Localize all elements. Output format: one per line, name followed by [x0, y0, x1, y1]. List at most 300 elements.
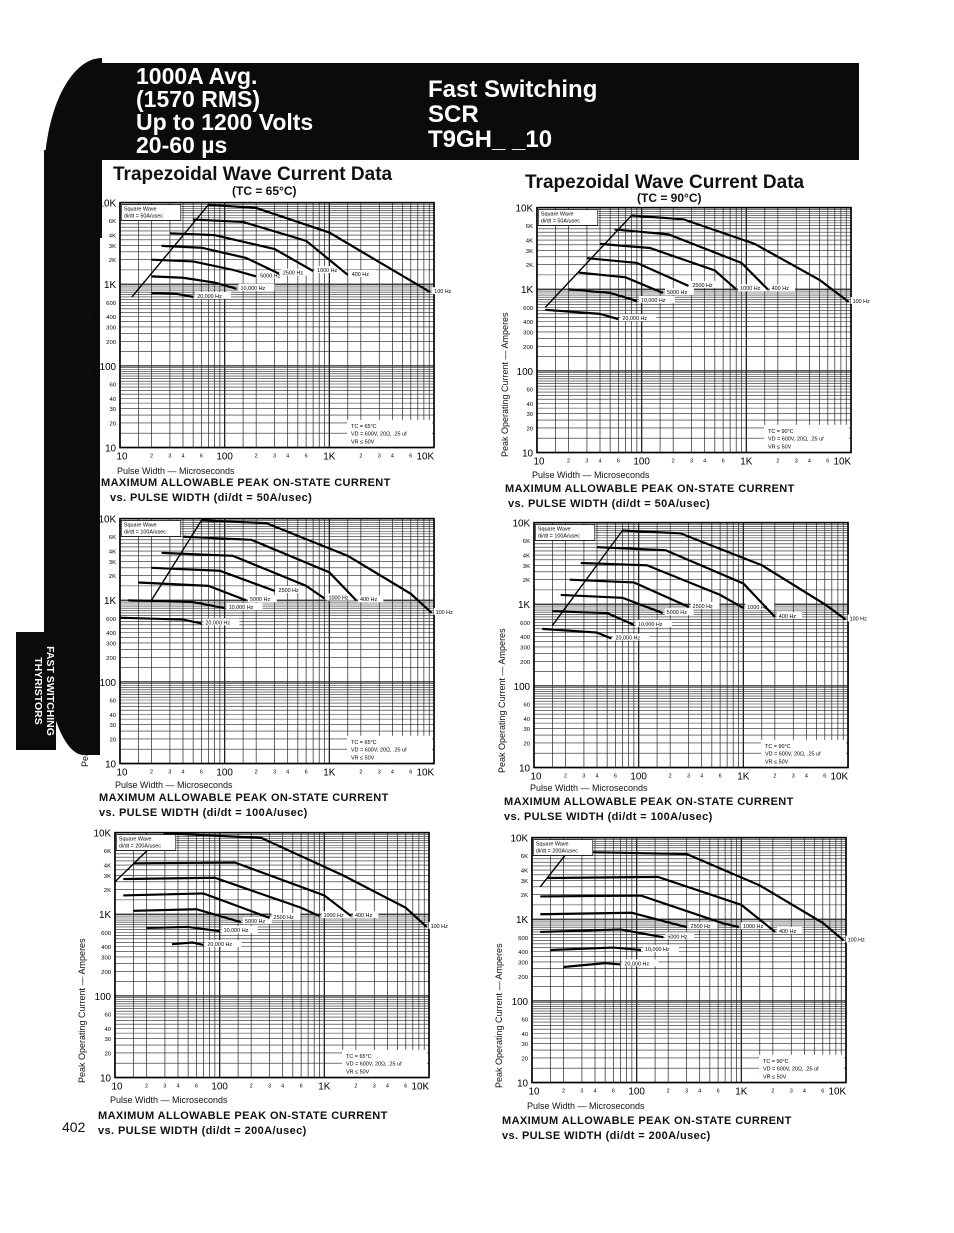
y-tick-minor: 40	[521, 1031, 529, 1038]
series-label: 10,000 Hz	[223, 928, 249, 935]
series-label: 10,000 Hz	[640, 297, 666, 304]
legend-text: di/dt = 200A/usec	[535, 848, 578, 855]
series-curve	[552, 611, 633, 625]
y-tick-minor: 30	[104, 1037, 112, 1044]
y-tick-minor: 6K	[522, 539, 531, 546]
conditions-box	[342, 1050, 427, 1077]
series-curve	[170, 233, 313, 271]
conditions-text: TC = 65°C	[351, 423, 377, 430]
y-tick-minor: 300	[101, 955, 112, 962]
x-tick-minor: 6	[613, 773, 617, 780]
series-label: 1000 Hz	[323, 913, 344, 920]
series-label: 2500 Hz	[690, 924, 711, 931]
y-tick-minor: 200	[101, 969, 112, 976]
x-tick-minor: 2	[149, 769, 153, 776]
legend-text: di/dt = 100A/usec	[123, 529, 166, 536]
series-label: 100 Hz	[435, 609, 453, 616]
x-tick-minor: 3	[273, 769, 277, 776]
series-label: 20,000 Hz	[615, 635, 641, 642]
y-tick-minor: 600	[106, 300, 117, 307]
x-tick-minor: 3	[168, 453, 172, 460]
conditions-box	[764, 425, 849, 452]
caption-title: MAXIMUM ALLOWABLE PEAK ON-STATE CURRENT	[505, 483, 795, 495]
x-tick-minor: 4	[593, 1088, 597, 1095]
series-label: 100 Hz	[849, 616, 867, 623]
y-tick-major: 10K	[93, 828, 112, 840]
y-tick-minor: 300	[106, 641, 117, 648]
y-tick-major: 100	[99, 361, 117, 373]
series-label: 20,000 Hz	[205, 620, 231, 627]
y-tick-major: 10K	[515, 203, 534, 215]
x-axis-label-90-200: Pulse Width — Microseconds	[527, 1101, 645, 1111]
caption-65-50	[101, 476, 391, 506]
x-tick-major: 10	[116, 767, 128, 779]
series-label: 20,000 Hz	[622, 316, 648, 323]
grid	[120, 203, 434, 448]
x-tick-minor: 2	[359, 769, 363, 776]
grid	[534, 523, 848, 768]
caption-subtitle: vs. PULSE WIDTH (di/dt = 100A/usec)	[99, 807, 308, 819]
y-tick-minor: 200	[520, 659, 531, 666]
y-tick-minor: 40	[526, 401, 534, 408]
legend-text: Square Wave	[540, 211, 574, 218]
y-tick-minor: 200	[106, 339, 117, 346]
x-tick-minor: 2	[254, 453, 258, 460]
y-tick-minor: 60	[104, 1012, 112, 1019]
y-tick-minor: 4K	[103, 863, 112, 870]
series-curve	[172, 943, 204, 945]
y-tick-minor: 4K	[525, 238, 534, 245]
x-tick-major: 1K	[318, 1081, 331, 1093]
series-label: 5000 Hz	[249, 597, 271, 604]
y-tick-minor: 30	[109, 723, 117, 730]
y-tick-minor: 6K	[520, 854, 529, 861]
x-tick-major: 100	[633, 456, 650, 468]
header-voltage: Up to 1200 Volts	[136, 109, 314, 135]
series-label: 400 Hz	[779, 928, 797, 935]
conditions-text: VR ≤ 50V	[768, 444, 792, 451]
plot-frame	[120, 519, 434, 764]
x-tick-minor: 3	[273, 453, 277, 460]
series-label: 1000 Hz	[328, 595, 349, 602]
series-curve	[550, 948, 641, 950]
series-curve	[151, 293, 193, 297]
x-tick-minor: 2	[359, 453, 363, 460]
caption-90-100	[504, 795, 794, 825]
y-axis-label-65-50: Peak Operating Current — Amperes	[85, 308, 95, 453]
x-tick-major: 10	[116, 451, 128, 463]
x-tick-major: 1K	[737, 771, 750, 783]
series-label: 1000 Hz	[742, 924, 764, 931]
x-tick-major: 1K	[323, 767, 336, 779]
y-tick-major: 10K	[98, 198, 117, 210]
x-tick-minor: 6	[611, 1088, 615, 1095]
conditions-text: VD = 600V, 20Ω, .25 uf	[346, 1061, 402, 1068]
side-tab-line1: FAST SWITCHING	[44, 646, 56, 736]
x-tick-minor: 6	[404, 1083, 408, 1090]
y-tick-minor: 4K	[108, 233, 117, 240]
x-tick-major: 10K	[416, 451, 435, 463]
caption-title: MAXIMUM ALLOWABLE PEAK ON-STATE CURRENT	[101, 477, 391, 489]
series-label: 2500 Hz	[282, 270, 304, 277]
section-subtitle-90: (TC = 90°C)	[637, 191, 702, 205]
x-tick-minor: 3	[789, 1088, 793, 1095]
x-axis-label-65-100: Pulse Width — Microseconds	[115, 780, 233, 790]
series-label: 100 Hz	[847, 937, 865, 944]
series-label: 1000 Hz	[747, 604, 768, 611]
x-tick-minor: 4	[286, 453, 290, 460]
y-tick-minor: 400	[106, 315, 117, 322]
x-tick-minor: 3	[268, 1083, 272, 1090]
side-tab-line2: THYRISTORS	[32, 657, 44, 725]
x-tick-minor: 2	[668, 773, 672, 780]
y-tick-minor: 4K	[520, 868, 529, 875]
y-tick-minor: 20	[104, 1051, 112, 1058]
x-tick-minor: 3	[685, 1088, 689, 1095]
legend-text: di/dt = 50A/usec	[540, 218, 580, 225]
x-tick-minor: 3	[377, 769, 381, 776]
x-tick-minor: 4	[181, 769, 185, 776]
legend-box	[121, 205, 180, 221]
series-curve	[581, 563, 744, 608]
caption-subtitle: vs. PULSE WIDTH (di/dt = 200A/usec)	[502, 1130, 711, 1142]
y-tick-minor: 60	[521, 1017, 529, 1024]
legend-box	[538, 210, 597, 226]
series-curve	[138, 583, 246, 601]
x-axis-label-65-200: Pulse Width — Microseconds	[110, 1095, 228, 1105]
caption-90-50	[505, 482, 795, 512]
y-tick-major: 10K	[98, 514, 117, 526]
series-label: 20,000 Hz	[207, 942, 233, 949]
x-tick-minor: 2	[254, 769, 258, 776]
y-tick-minor: 6K	[103, 849, 112, 856]
x-tick-minor: 4	[390, 769, 394, 776]
conditions-text: VD = 600V, 20Ω, .25 uf	[351, 431, 407, 438]
x-tick-minor: 4	[703, 458, 707, 465]
x-tick-minor: 2	[563, 773, 567, 780]
conditions-text: TC = 90°C	[768, 428, 794, 435]
conditions-box	[759, 1055, 844, 1082]
conditions-text: VD = 600V, 20Ω, .25 uf	[765, 751, 821, 758]
y-tick-minor: 400	[518, 950, 529, 957]
series-curve	[151, 260, 256, 277]
x-tick-minor: 2	[776, 458, 780, 465]
y-tick-minor: 40	[109, 712, 117, 719]
y-tick-minor: 400	[523, 320, 534, 327]
x-tick-minor: 6	[716, 1088, 720, 1095]
x-tick-minor: 3	[163, 1083, 167, 1090]
x-tick-minor: 2	[149, 453, 153, 460]
section-title-90: Trapezoidal Wave Current Data	[525, 172, 805, 193]
x-tick-minor: 6	[299, 1083, 303, 1090]
y-tick-minor: 4K	[522, 553, 531, 560]
series-label: 20,000 Hz	[197, 293, 222, 300]
x-tick-minor: 4	[281, 1083, 285, 1090]
y-tick-minor: 20	[526, 426, 534, 433]
caption-65-100	[99, 791, 389, 821]
x-tick-major: 1K	[740, 456, 753, 468]
x-tick-minor: 6	[409, 453, 413, 460]
y-tick-major: 10	[522, 448, 534, 460]
series-curve	[146, 927, 219, 931]
y-tick-minor: 3K	[108, 243, 117, 250]
y-tick-minor: 600	[101, 930, 112, 937]
y-tick-minor: 3K	[103, 873, 112, 880]
x-axis-label-90-100: Pulse Width — Microseconds	[530, 783, 648, 793]
conditions-text: VD = 600V, 20Ω, .25 uf	[351, 747, 407, 754]
x-axis-label-65-50: Pulse Width — Microseconds	[117, 466, 235, 476]
y-tick-minor: 60	[109, 382, 117, 389]
y-tick-minor: 2K	[103, 888, 112, 895]
y-axis-label-90-200: Peak Operating Current — Amperes	[494, 943, 504, 1088]
x-tick-major: 10K	[416, 767, 435, 779]
y-tick-major: 10	[100, 1073, 112, 1085]
y-tick-major: 1K	[103, 280, 117, 292]
plot-frame	[532, 838, 846, 1083]
legend-text: Square Wave	[537, 526, 571, 533]
series-label: 10,000 Hz	[644, 947, 670, 954]
x-tick-major: 100	[211, 1081, 228, 1093]
x-tick-minor: 4	[390, 453, 394, 460]
x-tick-minor: 2	[354, 1083, 358, 1090]
y-tick-minor: 2K	[522, 578, 531, 585]
legend-text: Square Wave	[535, 841, 569, 848]
header-rating-rms: (1570 RMS)	[136, 86, 260, 112]
y-tick-minor: 300	[106, 325, 117, 332]
y-tick-major: 1K	[517, 600, 531, 612]
y-tick-major: 1K	[98, 910, 112, 922]
caption-title: MAXIMUM ALLOWABLE PEAK ON-STATE CURRENT	[502, 1115, 792, 1127]
y-tick-minor: 4K	[108, 549, 117, 556]
series-label: 2500 Hz	[273, 914, 294, 921]
chart-svg	[510, 833, 865, 1098]
y-tick-minor: 6K	[108, 535, 117, 542]
series-label: 10,000 Hz	[240, 285, 266, 292]
x-tick-minor: 3	[794, 458, 798, 465]
header-device: SCR	[428, 101, 479, 128]
series-curve	[615, 229, 768, 289]
x-tick-major: 1K	[735, 1086, 748, 1098]
y-tick-minor: 30	[109, 407, 117, 414]
x-tick-major: 10K	[411, 1081, 430, 1093]
y-tick-minor: 400	[520, 635, 531, 642]
x-tick-major: 10	[533, 456, 545, 468]
y-tick-minor: 20	[109, 737, 117, 744]
conditions-text: VD = 600V, 20Ω, .25 uf	[768, 436, 824, 443]
x-tick-minor: 2	[561, 1088, 565, 1095]
x-tick-major: 100	[216, 767, 233, 779]
legend-text: Square Wave	[123, 206, 157, 213]
y-tick-minor: 20	[109, 421, 117, 428]
series-label: 1000 Hz	[740, 286, 761, 293]
series-label: 10,000 Hz	[228, 605, 254, 612]
x-tick-major: 100	[630, 771, 647, 783]
x-tick-minor: 4	[804, 773, 808, 780]
x-tick-major: 10	[530, 771, 542, 783]
y-axis-label-90-50: Peak Operating Current — Amperes	[500, 312, 510, 457]
grid	[532, 838, 846, 1083]
x-tick-minor: 6	[823, 773, 827, 780]
y-tick-minor: 400	[106, 631, 117, 638]
series-label: 2500 Hz	[692, 603, 713, 610]
section-subtitle-65: (TC = 65°C)	[232, 184, 297, 198]
x-tick-minor: 6	[304, 453, 308, 460]
series-label: 100 Hz	[434, 289, 452, 296]
x-tick-minor: 4	[286, 769, 290, 776]
legend-text: di/dt = 50A/usec	[123, 213, 163, 220]
y-tick-minor: 6K	[108, 219, 117, 226]
x-tick-minor: 4	[595, 773, 599, 780]
conditions-text: TC = 90°C	[763, 1058, 789, 1065]
x-tick-major: 10	[111, 1081, 123, 1093]
series-curve	[540, 929, 663, 937]
x-tick-minor: 6	[199, 769, 203, 776]
x-tick-minor: 6	[826, 458, 830, 465]
series-label: 10,000 Hz	[637, 621, 663, 628]
x-tick-minor: 4	[176, 1083, 180, 1090]
chart-svg	[512, 518, 867, 783]
y-tick-major: 10K	[510, 833, 529, 845]
y-tick-minor: 600	[106, 616, 117, 623]
series-label: 400 Hz	[778, 613, 796, 620]
x-tick-minor: 2	[771, 1088, 775, 1095]
x-tick-minor: 2	[666, 1088, 670, 1095]
header-band	[98, 63, 859, 160]
caption-90-200	[502, 1114, 792, 1144]
conditions-text: TC = 65°C	[351, 739, 377, 746]
x-tick-minor: 4	[698, 1088, 702, 1095]
y-tick-minor: 200	[106, 655, 117, 662]
series-curve	[151, 276, 236, 288]
conditions-box	[761, 740, 846, 767]
series-label: 2500 Hz	[692, 282, 713, 289]
series-curve	[563, 963, 620, 967]
y-tick-minor: 30	[526, 412, 534, 419]
series-label: 1000 Hz	[317, 268, 338, 275]
x-tick-minor: 4	[181, 453, 185, 460]
y-tick-minor: 30	[521, 1042, 529, 1049]
series-label: 100 Hz	[852, 298, 870, 305]
side-tab	[16, 632, 56, 750]
series-label: 5000 Hz	[666, 289, 688, 296]
conditions-text: TC = 90°C	[765, 743, 791, 750]
header-specs	[136, 65, 313, 157]
legend-text: di/dt = 100A/usec	[537, 533, 580, 540]
series-curve	[570, 580, 689, 607]
y-tick-major: 100	[513, 681, 531, 693]
series-label: 400 Hz	[771, 286, 789, 293]
plot-frame	[120, 203, 434, 448]
caption-title: MAXIMUM ALLOWABLE PEAK ON-STATE CURRENT	[98, 1110, 388, 1122]
y-tick-major: 10K	[512, 518, 531, 530]
conditions-text: VR ≤ 50V	[346, 1069, 370, 1076]
y-tick-minor: 2K	[108, 574, 117, 581]
legend-box	[121, 521, 180, 537]
header-rating-avg: 1000A Avg.	[136, 63, 258, 89]
y-tick-minor: 2K	[525, 263, 534, 270]
y-tick-minor: 2K	[520, 893, 529, 900]
x-tick-minor: 6	[194, 1083, 198, 1090]
x-tick-minor: 6	[616, 458, 620, 465]
series-label: 400 Hz	[360, 597, 378, 604]
x-tick-minor: 3	[687, 773, 691, 780]
y-axis-label-65-100: Peak Operating Current — Amperes	[80, 622, 90, 767]
x-tick-minor: 3	[582, 773, 586, 780]
legend-text: Square Wave	[123, 522, 157, 529]
x-tick-minor: 4	[598, 458, 602, 465]
legend-box	[535, 525, 594, 541]
x-axis-label-90-50: Pulse Width — Microseconds	[532, 470, 650, 480]
y-tick-minor: 300	[518, 960, 529, 967]
chart-90-50	[515, 203, 870, 468]
x-tick-minor: 4	[385, 1083, 389, 1090]
y-tick-minor: 40	[109, 396, 117, 403]
x-tick-major: 10K	[830, 771, 849, 783]
series-label: 5000 Hz	[667, 934, 688, 941]
series-label: 100 Hz	[430, 923, 448, 930]
x-tick-minor: 6	[721, 458, 725, 465]
x-tick-major: 100	[216, 451, 233, 463]
conditions-text: VD = 600V, 20Ω, .25 uf	[763, 1066, 819, 1073]
y-tick-major: 1K	[520, 285, 534, 297]
x-tick-minor: 2	[566, 458, 570, 465]
y-tick-minor: 3K	[108, 559, 117, 566]
x-tick-minor: 4	[802, 1088, 806, 1095]
conditions-text: TC = 65°C	[346, 1053, 372, 1060]
series-label: 5000 Hz	[244, 919, 266, 926]
chart-90-100	[512, 518, 867, 783]
x-tick-minor: 4	[807, 458, 811, 465]
y-axis-label-65-200: Peak Operating Current — Amperes	[77, 938, 87, 1083]
conditions-box	[347, 736, 432, 763]
conditions-text: VR ≤ 50V	[763, 1074, 787, 1081]
caption-65-200	[98, 1109, 388, 1139]
x-tick-minor: 2	[144, 1083, 148, 1090]
x-tick-minor: 6	[718, 773, 722, 780]
caption-subtitle: vs. PULSE WIDTH (di/dt = 50A/usec)	[110, 492, 313, 504]
side-tab-text	[32, 632, 56, 750]
x-tick-minor: 2	[249, 1083, 253, 1090]
x-tick-minor: 3	[168, 769, 172, 776]
caption-subtitle: vs. PULSE WIDTH (di/dt = 50A/usec)	[508, 498, 711, 510]
series-label: 20,000 Hz	[624, 961, 650, 968]
y-tick-minor: 3K	[525, 248, 534, 255]
x-tick-major: 100	[628, 1086, 645, 1098]
grid	[120, 519, 434, 764]
section-title-65: Trapezoidal Wave Current Data	[113, 164, 393, 185]
x-tick-minor: 6	[821, 1088, 825, 1095]
header-part-number: T9GH_ _10	[428, 126, 553, 153]
series-curve	[183, 537, 356, 604]
x-tick-minor: 2	[773, 773, 777, 780]
y-tick-major: 1K	[103, 596, 117, 608]
chart-65-100	[98, 514, 453, 779]
chart-svg	[98, 514, 453, 779]
series-curve	[552, 531, 622, 626]
y-tick-minor: 600	[523, 305, 534, 312]
series-label: 5000 Hz	[260, 273, 281, 280]
plot-frame	[534, 523, 848, 768]
conditions-text: VR ≤ 50V	[765, 759, 789, 766]
y-tick-major: 100	[516, 366, 534, 378]
y-tick-minor: 60	[109, 698, 117, 705]
x-tick-minor: 3	[372, 1083, 376, 1090]
x-tick-major: 10	[528, 1086, 540, 1098]
y-tick-minor: 20	[523, 741, 531, 748]
x-tick-major: 10K	[828, 1086, 847, 1098]
series-label: 2500 Hz	[278, 587, 299, 594]
y-axis-label-90-100: Peak Operating Current — Amperes	[497, 628, 507, 773]
